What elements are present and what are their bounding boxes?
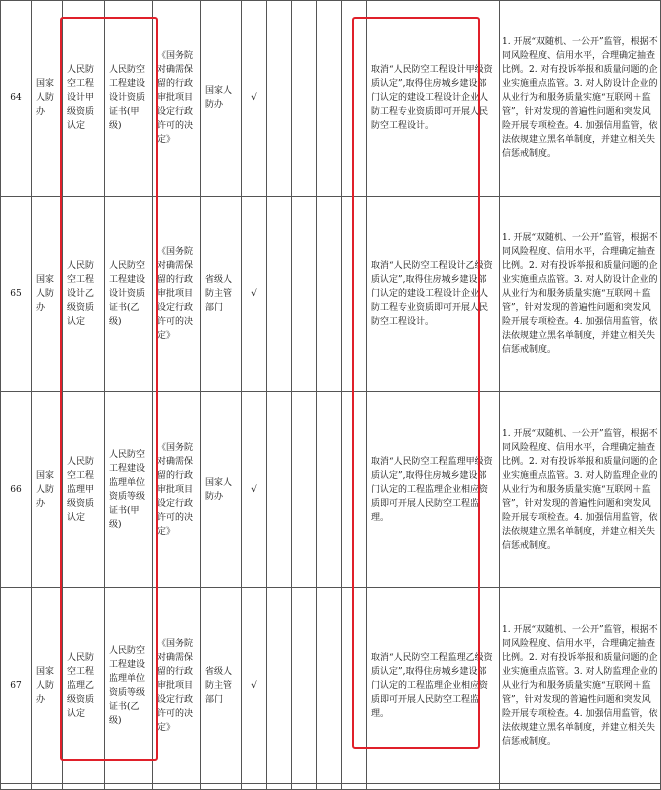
- table-row: [1, 1, 661, 197]
- approval-office: 国家人防办: [201, 392, 242, 588]
- reform-measure: 取消“人民防空工程监理甲级资质认定”,取得住房城乡建设部门认定的工程监理企业相应资质即可开展人民防空工程监理。: [367, 392, 500, 588]
- item-number: 65: [1, 196, 32, 392]
- empty-cell: [292, 1, 317, 197]
- empty-cell: [317, 588, 342, 784]
- empty-cell: [342, 783, 367, 789]
- empty-cell: [342, 196, 367, 392]
- approval-office: 省级人防主管部门: [201, 588, 242, 784]
- empty-cell: [367, 783, 500, 789]
- empty-cell: [201, 783, 242, 789]
- empty-cell: [267, 1, 292, 197]
- legal-basis: 《国务院对确需保留的行政审批项目设定行政许可的决定》: [153, 392, 201, 588]
- empty-cell: [342, 588, 367, 784]
- empty-cell: [267, 783, 292, 789]
- approval-office: 省级人防主管部门: [201, 196, 242, 392]
- empty-cell: [242, 783, 267, 789]
- item-name: 人民防空工程监理乙级资质认定: [63, 588, 105, 784]
- legal-basis: 《国务院对确需保留的行政审批项目设定行政许可的决定》: [153, 588, 201, 784]
- item-number: 64: [1, 1, 32, 197]
- reform-measure: 取消“人民防空工程设计乙级资质认定”,取得住房城乡建设部门认定的建设工程设计企业人防工程专业资质即可开展人民防空工程设计。: [367, 196, 500, 392]
- empty-cell: [317, 783, 342, 789]
- reform-check: √: [242, 196, 267, 392]
- item-name: 人民防空工程监理甲级资质认定: [63, 392, 105, 588]
- empty-cell: [32, 783, 63, 789]
- table-row: [1, 588, 661, 784]
- empty-cell: [1, 783, 32, 789]
- legal-basis: 《国务院对确需保留的行政审批项目设定行政许可的决定》: [153, 1, 201, 197]
- empty-cell: [267, 392, 292, 588]
- department: 国家人防办: [32, 1, 63, 197]
- supervision-measures: 1. 开展“双随机、一公开”监管，根据不同风险程度、信用水平，合理确定抽查比例。2. 对有投诉举报和质量问题的企业实施重点监管。3. 对人防设计企业的从业行为和服务质量实施“互联网＋监管”，针对发现的普遍性问题和突发风险开展专项检查。4. 加强信用监管，依法依规建立黑名单制度，并建立相关失信惩戒制度。: [500, 1, 661, 197]
- reform-check: √: [242, 1, 267, 197]
- empty-cell: [342, 1, 367, 197]
- empty-cell: [292, 783, 317, 789]
- certificate-name: 人民防空工程建设设计资质证书(乙级): [105, 196, 153, 392]
- supervision-measures: 1. 开展“双随机、一公开”监管，根据不同风险程度、信用水平，合理确定抽查比例。2. 对有投诉举报和质量问题的企业实施重点监管。3. 对人防设计企业的从业行为和服务质量实施“互联网＋监管”，针对发现的普遍性问题和突发风险开展专项检查。4. 加强信用监管，依法依规建立黑名单制度，并建立相关失信惩戒制度。: [500, 196, 661, 392]
- reform-check: √: [242, 588, 267, 784]
- empty-cell: [63, 783, 105, 789]
- item-name: 人民防空工程设计甲级资质认定: [63, 1, 105, 197]
- item-number: 66: [1, 392, 32, 588]
- reform-measure: 取消“人民防空工程监理乙级资质认定”,取得住房城乡建设部门认定的工程监理企业相应资质即可开展人民防空工程监理。: [367, 588, 500, 784]
- certificate-name: 人民防空工程建设监理单位资质等级证书(乙级): [105, 588, 153, 784]
- empty-cell: [292, 588, 317, 784]
- reform-check: √: [242, 392, 267, 588]
- legal-basis: 《国务院对确需保留的行政审批项目设定行政许可的决定》: [153, 196, 201, 392]
- empty-cell: [500, 783, 661, 789]
- empty-cell: [317, 1, 342, 197]
- item-name: 人民防空工程设计乙级资质认定: [63, 196, 105, 392]
- supervision-measures: 1. 开展“双随机、一公开”监管，根据不同风险程度、信用水平，合理确定抽查比例。2. 对有投诉举报和质量问题的企业实施重点监管。3. 对人防监理企业的从业行为和服务质量实施“互联网＋监管”，针对发现的普遍性问题和突发风险开展专项检查。4. 加强信用监管，依法依规建立黑名单制度，并建立相关失信惩戒制度。: [500, 392, 661, 588]
- empty-cell: [267, 196, 292, 392]
- department: 国家人防办: [32, 392, 63, 588]
- table-row: [1, 392, 661, 588]
- empty-cell: [105, 783, 153, 789]
- reform-measure: 取消“人民防空工程设计甲级资质认定”,取得住房城乡建设部门认定的建设工程设计企业人防工程专业资质即可开展人民防空工程设计。: [367, 1, 500, 197]
- empty-cell: [317, 196, 342, 392]
- table-row-partial: [1, 783, 661, 789]
- item-number: 67: [1, 588, 32, 784]
- supervision-measures: 1. 开展“双随机、一公开”监管，根据不同风险程度、信用水平，合理确定抽查比例。2. 对有投诉举报和质量问题的企业实施重点监管。3. 对人防监理企业的从业行为和服务质量实施“互联网＋监管”，针对发现的普遍性问题和突发风险开展专项检查。4. 加强信用监管，依法依规建立黑名单制度，并建立相关失信惩戒制度。: [500, 588, 661, 784]
- empty-cell: [317, 392, 342, 588]
- approval-office: 国家人防办: [201, 1, 242, 197]
- empty-cell: [342, 392, 367, 588]
- department: 国家人防办: [32, 588, 63, 784]
- empty-cell: [292, 196, 317, 392]
- table-row: [1, 196, 661, 392]
- empty-cell: [153, 783, 201, 789]
- empty-cell: [292, 392, 317, 588]
- certificate-name: 人民防空工程建设监理单位资质等级证书(甲级): [105, 392, 153, 588]
- empty-cell: [267, 588, 292, 784]
- department: 国家人防办: [32, 196, 63, 392]
- certificate-name: 人民防空工程建设设计资质证书(甲级): [105, 1, 153, 197]
